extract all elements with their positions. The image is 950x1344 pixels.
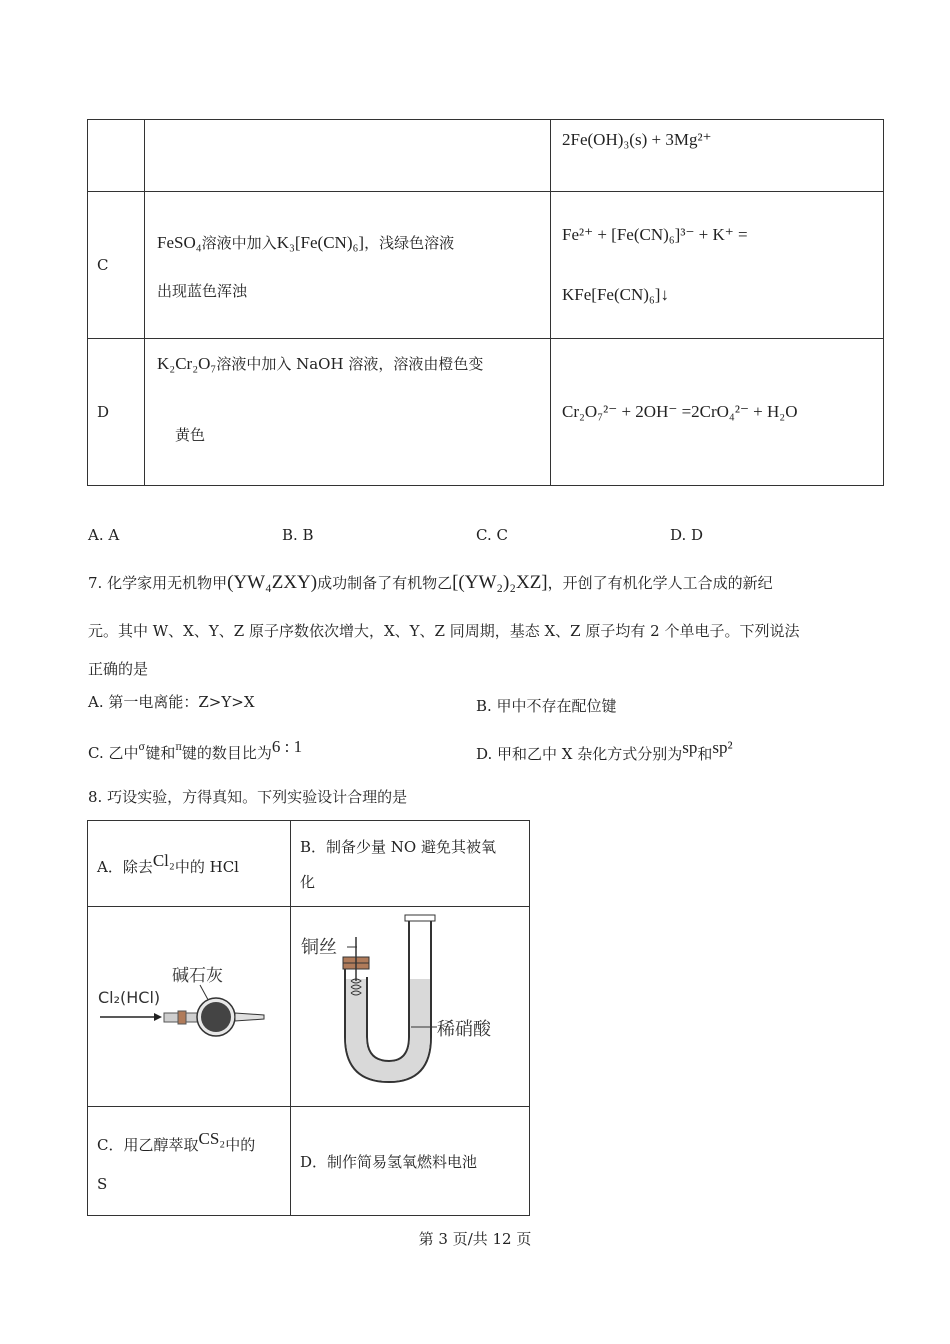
table-row	[88, 1107, 530, 1216]
option-b[interactable]: B. B	[282, 526, 314, 544]
q7-option-a[interactable]: A. 第一电离能：Z>Y>X	[88, 693, 255, 711]
figure-a-cell	[88, 907, 291, 1107]
cell-a: A．除去Cl₂中的 HCl	[88, 821, 291, 907]
q7-stem-line2: 元。其中 W、X、Y、Z 原子序数依次增大，X、Y、Z 同周期，基态 X、Z 原子均有 2 个单电子。下列说法	[88, 622, 800, 640]
q7-option-d[interactable]: D. 甲和乙中 X 杂化方式分别为sp和sp²	[476, 738, 733, 763]
label-copper-wire: 铜丝	[301, 937, 337, 958]
table-row	[88, 120, 884, 192]
label-dilute-nitric-acid: 稀硝酸	[437, 1019, 491, 1040]
table-row: C FeSO₄溶液中加入K₃[Fe(CN)₆]，浅绿色溶液 出现蓝色浑浊 Fe²⁺ + [Fe(CN)₆]³⁻ + K⁺ = KFe[Fe(CN)₆]↓	[88, 192, 884, 339]
option-d[interactable]: D. D	[670, 526, 704, 544]
equation-c-line1: Fe²⁺ + [Fe(CN)₆]³⁻ + K⁺ =	[562, 225, 748, 244]
formula-yi: [(YW₂)₂XZ]	[452, 572, 548, 593]
label-cl2-hcl: Cl₂(HCl)	[98, 988, 161, 1007]
formula-jia: (YW₄ZXY)	[227, 572, 318, 593]
q7-stem-line3: 正确的是	[88, 660, 149, 678]
q6-options	[88, 526, 788, 546]
rubber-stopper	[178, 1011, 186, 1024]
reaction-table	[87, 119, 884, 486]
q8-stem: 8. 巧设实验，方得真知。下列实验设计合理的是	[88, 788, 408, 806]
option-c[interactable]: C. C	[476, 526, 508, 544]
table-row	[88, 821, 530, 907]
page-footer: 第 3 页/共 12 页	[418, 1230, 532, 1248]
equation-d: Cr₂O₇²⁻ + 2OH⁻ =2CrO₄²⁻ + H₂O	[562, 402, 798, 421]
cell-b: B．制备少量 NO 避免其被氧 化	[291, 821, 530, 907]
cell-c: C．用乙醇萃取CS₂中的 S	[88, 1107, 291, 1216]
equation-b: 2Fe(OH)₃(s) + 3Mg²⁺	[562, 130, 712, 149]
label-soda-lime: 碱石灰	[172, 966, 223, 986]
figure-b-cell	[291, 907, 530, 1107]
cell-d: D．制作简易氢氧燃料电池	[291, 1107, 530, 1216]
u-tube-figure	[291, 907, 529, 1102]
soda-lime-fill	[201, 1002, 231, 1032]
arrow-head-icon	[154, 1013, 162, 1021]
row-label-d: D	[88, 339, 145, 486]
table-row: D K₂Cr₂O₇溶液中加入 NaOH 溶液，溶液由橙色变 黄色 Cr₂O₇²⁻ + 2OH⁻ =2CrO₄²⁻ + H₂O	[88, 339, 884, 486]
outlet-tip	[235, 1013, 264, 1021]
drying-tube-figure	[88, 907, 290, 1102]
table-row	[88, 907, 530, 1107]
q7-stem-line1: 7. 化学家用无机物甲(YW₄ZXY)成功制备了有机物乙[(YW₂)₂XZ]，开创了有机化学人工合成的新纪	[88, 572, 773, 593]
row-label-c: C	[88, 192, 145, 339]
equation-c-line2: KFe[Fe(CN)₆]↓	[562, 285, 669, 304]
option-a[interactable]: A. A	[88, 526, 120, 544]
q7-option-b[interactable]: B. 甲中不存在配位键	[476, 697, 617, 715]
experiment-table	[87, 820, 530, 1216]
q7-option-c[interactable]: C. 乙中$^\sigma$键和$^\pi$键的数目比为6 : 1	[88, 737, 303, 762]
